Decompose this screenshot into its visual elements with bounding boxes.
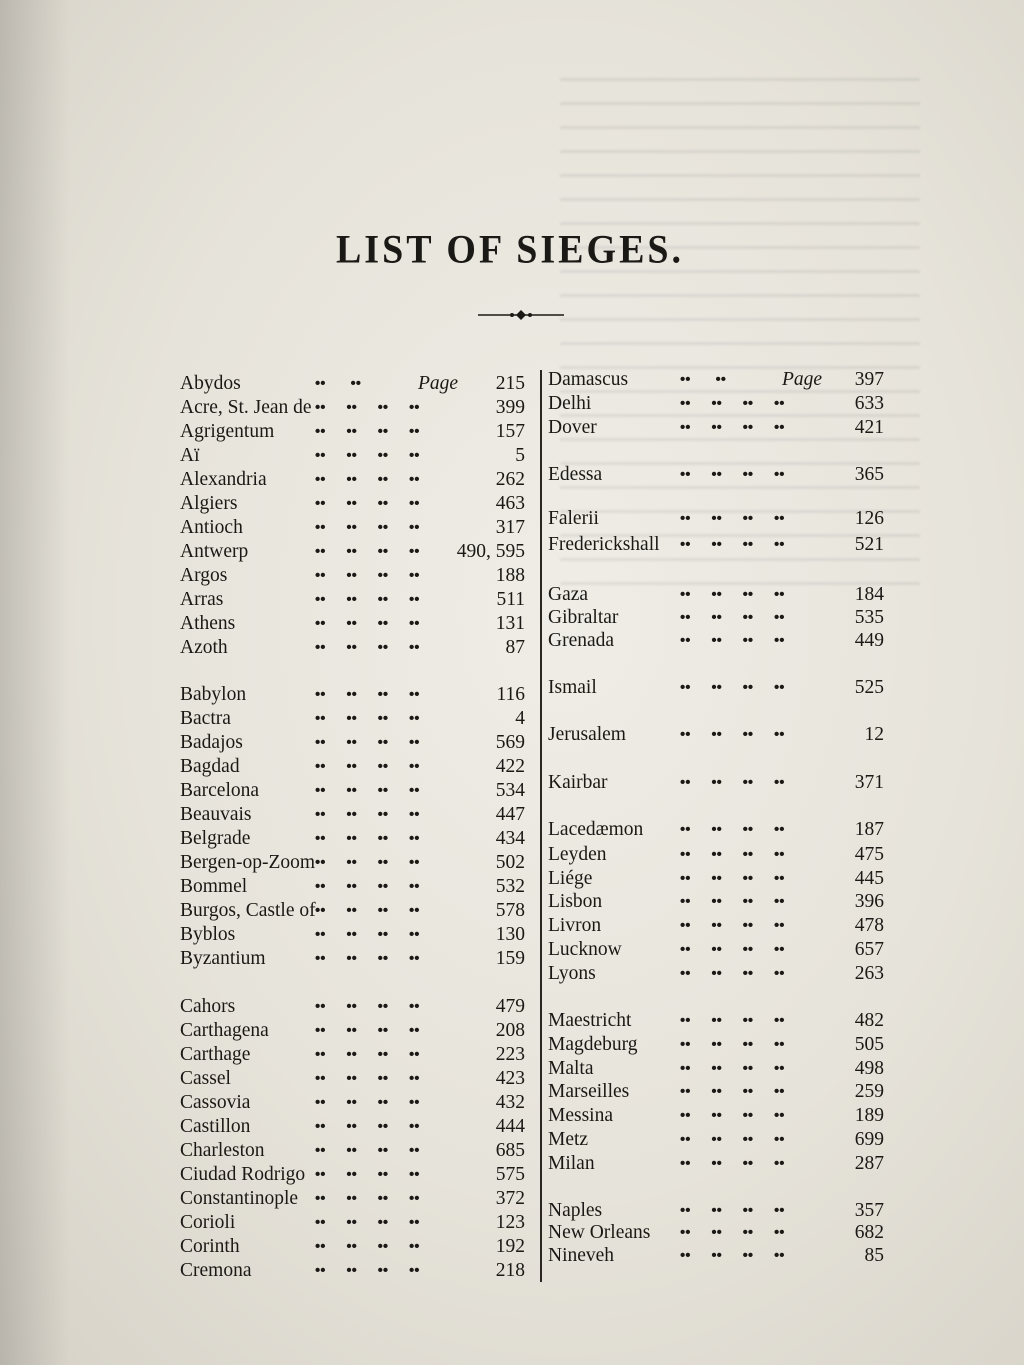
page-number: 447 xyxy=(495,804,525,825)
page-number: 262 xyxy=(495,469,525,490)
page-number: 423 xyxy=(495,1068,525,1089)
page-number: 463 xyxy=(495,493,525,514)
index-entry xyxy=(180,779,525,803)
page-number: 192 xyxy=(495,1236,525,1257)
index-entry xyxy=(548,818,884,842)
page-number: 578 xyxy=(495,900,525,921)
page-number: 187 xyxy=(854,819,884,840)
entry-name: Badajos xyxy=(180,732,243,753)
dot-leader: •• •• •• •• xyxy=(680,419,785,436)
index-entry xyxy=(180,803,525,827)
dot-leader: •• •• •• •• xyxy=(315,471,420,488)
entry-name: Corioli xyxy=(180,1212,236,1233)
entry-name: Byblos xyxy=(180,924,236,945)
index-entry xyxy=(548,583,884,607)
page-number: 188 xyxy=(495,565,525,586)
page-number: 502 xyxy=(495,852,525,873)
page-number: 685 xyxy=(495,1140,525,1161)
dot-leader: •• •• •• •• xyxy=(315,399,420,416)
entry-name: Damascus xyxy=(548,369,629,390)
index-entry xyxy=(548,1244,884,1268)
index-entry xyxy=(180,1259,525,1283)
entry-name: Ciudad Rodrigo xyxy=(180,1164,306,1185)
entry-name: Antioch xyxy=(180,517,243,538)
dot-leader: •• •• •• •• xyxy=(315,926,420,943)
index-entry xyxy=(180,851,525,875)
dot-leader: •• •• •• •• xyxy=(315,758,420,775)
index-entry xyxy=(180,1235,525,1259)
entry-name: Gaza xyxy=(548,584,589,605)
page-number: 259 xyxy=(854,1081,884,1102)
entry-name: Nineveh xyxy=(548,1245,615,1266)
entry-name: Cahors xyxy=(180,996,236,1017)
dot-leader: •• •• •• •• xyxy=(680,466,785,483)
index-entry xyxy=(548,507,884,531)
index-entry xyxy=(548,867,884,891)
index-entry xyxy=(548,1152,884,1176)
page-number: 215 xyxy=(495,373,525,394)
entry-name: Falerii xyxy=(548,508,599,529)
entry-name: Athens xyxy=(180,613,236,634)
index-entry xyxy=(548,938,884,962)
page-number: 184 xyxy=(854,584,884,605)
index-entry xyxy=(180,396,525,420)
page-number: 365 xyxy=(854,464,884,485)
dot-leader: •• •• •• •• xyxy=(680,1012,785,1029)
entry-name: Milan xyxy=(548,1153,595,1174)
page-number: 569 xyxy=(495,732,525,753)
page-number: 657 xyxy=(854,939,884,960)
entry-name: Lisbon xyxy=(548,891,603,912)
entry-name: Aï xyxy=(180,445,200,466)
dot-leader: •• •• •• •• xyxy=(315,1142,420,1159)
index-entry xyxy=(180,1211,525,1235)
index-entry xyxy=(548,1104,884,1128)
dot-leader: •• •• •• •• xyxy=(315,639,420,656)
dot-leader: •• •• •• •• xyxy=(315,1118,420,1135)
entry-name: Carthagena xyxy=(180,1020,269,1041)
entry-name: Leyden xyxy=(548,844,607,865)
page-number: 357 xyxy=(854,1200,884,1221)
page-number: 633 xyxy=(854,393,884,414)
dot-leader: •• •• •• •• xyxy=(315,902,420,919)
index-entry xyxy=(180,755,525,779)
dot-leader: •• •• •• •• xyxy=(680,941,785,958)
entry-name: Argos xyxy=(180,565,228,586)
dot-leader: •• •• •• •• xyxy=(680,821,785,838)
index-entry xyxy=(548,676,884,700)
dot-leader: •• •• •• •• xyxy=(315,806,420,823)
dot-leader: •• •• •• •• xyxy=(315,615,420,632)
entry-name: Delhi xyxy=(548,393,592,414)
dot-leader: •• •• •• •• xyxy=(315,495,420,512)
entry-name: Metz xyxy=(548,1129,589,1150)
entry-name: Constantinople xyxy=(180,1188,299,1209)
index-entry xyxy=(548,1057,884,1081)
dot-leader: •• •• •• •• xyxy=(315,734,420,751)
entry-name: Algiers xyxy=(180,493,238,514)
entry-name: Gibraltar xyxy=(548,607,619,628)
page-number: 371 xyxy=(854,772,884,793)
page-number: 445 xyxy=(854,868,884,889)
dot-leader: •• •• •• •• xyxy=(680,586,785,603)
entry-name: Byzantium xyxy=(180,948,266,969)
dot-leader: •• •• xyxy=(680,371,727,388)
page-number: 699 xyxy=(854,1129,884,1150)
entry-name: Barcelona xyxy=(180,780,260,801)
entry-name: Acre, St. Jean de xyxy=(180,397,312,418)
entry-name: Castillon xyxy=(180,1116,251,1137)
entry-name: Messina xyxy=(548,1105,613,1126)
page-number: 511 xyxy=(496,589,525,610)
entry-name: Lyons xyxy=(548,963,596,984)
entry-name: Antwerp xyxy=(180,541,249,562)
entry-name: Grenada xyxy=(548,630,615,651)
dot-leader: •• •• •• •• xyxy=(680,1202,785,1219)
dot-leader: •• •• •• •• xyxy=(680,774,785,791)
entry-name: Beauvais xyxy=(180,804,252,825)
page-number: 218 xyxy=(495,1260,525,1281)
page-number: 4 xyxy=(515,708,525,729)
dot-leader: •• •• •• •• xyxy=(680,870,785,887)
dot-leader: •• •• •• •• xyxy=(680,536,785,553)
index-entry xyxy=(180,1139,525,1163)
dot-leader: •• •• •• •• xyxy=(315,950,420,967)
page-number: 223 xyxy=(495,1044,525,1065)
page-number: 131 xyxy=(495,613,525,634)
page-number: 397 xyxy=(854,369,884,390)
dot-leader: •• •• •• •• xyxy=(315,1238,420,1255)
index-entry xyxy=(548,723,884,747)
dot-leader: •• •• •• •• xyxy=(315,1190,420,1207)
index-entry xyxy=(548,629,884,653)
entry-name: Kairbar xyxy=(548,772,608,793)
index-entry xyxy=(548,890,884,914)
page-number: 263 xyxy=(854,963,884,984)
entry-name: Malta xyxy=(548,1058,594,1079)
index-entry xyxy=(548,368,884,392)
page-number: 421 xyxy=(854,417,884,438)
dot-leader: •• •• •• •• xyxy=(315,878,420,895)
entry-name: Bergen-op-Zoom xyxy=(180,852,316,873)
index-entry xyxy=(180,372,525,396)
dot-leader: •• •• •• •• xyxy=(680,1155,785,1172)
index-entry xyxy=(180,1043,525,1067)
column-divider xyxy=(540,370,542,1282)
entry-name: Alexandria xyxy=(180,469,267,490)
page-number: 432 xyxy=(495,1092,525,1113)
entry-name: Belgrade xyxy=(180,828,251,849)
index-entry xyxy=(180,1163,525,1187)
dot-leader: •• •• •• •• xyxy=(315,1070,420,1087)
entry-name: Bommel xyxy=(180,876,248,897)
dot-leader: •• •• •• •• xyxy=(680,1036,785,1053)
index-entry xyxy=(548,1080,884,1104)
page-number: 422 xyxy=(495,756,525,777)
dot-leader: •• •• •• •• xyxy=(315,710,420,727)
page-number: 372 xyxy=(495,1188,525,1209)
page-number: 5 xyxy=(515,445,525,466)
page-number: 498 xyxy=(854,1058,884,1079)
page-number: 482 xyxy=(854,1010,884,1031)
page-number: 87 xyxy=(505,637,525,658)
entry-name: Arras xyxy=(180,589,224,610)
index-entry xyxy=(548,1033,884,1057)
entry-name: Burgos, Castle of xyxy=(180,900,316,921)
index-entry xyxy=(180,1067,525,1091)
index-entry xyxy=(548,1128,884,1152)
dot-leader: •• •• •• •• xyxy=(315,1214,420,1231)
entry-name: Bactra xyxy=(180,708,231,729)
page-number: 479 xyxy=(495,996,525,1017)
dot-leader: •• •• •• •• xyxy=(315,1094,420,1111)
page-number: 475 xyxy=(854,844,884,865)
dot-leader: •• •• •• •• xyxy=(315,447,420,464)
index-entry xyxy=(548,962,884,986)
entry-name: Marseilles xyxy=(548,1081,630,1102)
page-number: 532 xyxy=(495,876,525,897)
page-title: LIST OF SIEGES. xyxy=(335,227,685,273)
dot-leader: •• •• •• •• xyxy=(680,726,785,743)
dot-leader: •• •• •• •• xyxy=(315,1166,420,1183)
page-number: 525 xyxy=(854,677,884,698)
entry-name: Cremona xyxy=(180,1260,252,1281)
dot-leader: •• •• •• •• xyxy=(315,1022,420,1039)
entry-name: Frederickshall xyxy=(548,534,660,555)
title-ornament xyxy=(476,308,566,322)
index-entry xyxy=(180,1187,525,1211)
dot-leader: •• •• •• •• xyxy=(680,679,785,696)
index-entry xyxy=(548,1221,884,1245)
index-entry xyxy=(180,995,525,1019)
index-entry xyxy=(180,899,525,923)
dot-leader: •• •• •• •• xyxy=(315,519,420,536)
page-number: 505 xyxy=(854,1034,884,1055)
entry-name: Lacedæmon xyxy=(548,819,644,840)
page-prefix: Page xyxy=(782,369,823,390)
page-number: 534 xyxy=(495,780,525,801)
page-number: 317 xyxy=(495,517,525,538)
page-number: 208 xyxy=(495,1020,525,1041)
entry-name: Maestricht xyxy=(548,1010,632,1031)
dot-leader: •• •• •• •• xyxy=(680,917,785,934)
index-entry xyxy=(180,492,525,516)
page-number: 449 xyxy=(854,630,884,651)
page-number: 85 xyxy=(864,1245,884,1266)
page-number: 12 xyxy=(864,724,884,745)
dot-leader: •• •• •• •• xyxy=(680,1083,785,1100)
dot-leader: •• •• •• •• xyxy=(315,567,420,584)
index-entry xyxy=(180,540,525,564)
page-number: 399 xyxy=(495,397,525,418)
binding-shadow xyxy=(0,0,70,1365)
index-entry xyxy=(180,636,525,660)
dot-leader: •• •• •• •• xyxy=(315,830,420,847)
dot-leader: •• •• •• •• xyxy=(315,854,420,871)
dot-leader: •• •• xyxy=(315,375,362,392)
entry-name: Liége xyxy=(548,868,593,889)
entry-name: Corinth xyxy=(180,1236,240,1257)
entry-name: Jerusalem xyxy=(548,724,626,745)
dot-leader: •• •• •• •• xyxy=(315,591,420,608)
index-entry xyxy=(180,923,525,947)
index-entry xyxy=(180,1019,525,1043)
entry-name: Lucknow xyxy=(548,939,622,960)
index-entry xyxy=(548,914,884,938)
dot-leader: •• •• •• •• xyxy=(315,1262,420,1279)
entry-name: Cassovia xyxy=(180,1092,251,1113)
dot-leader: •• •• •• •• xyxy=(680,1107,785,1124)
entry-name: Abydos xyxy=(180,373,241,394)
index-entry xyxy=(180,468,525,492)
dot-leader: •• •• •• •• xyxy=(680,632,785,649)
page-number: 444 xyxy=(495,1116,525,1137)
index-entry xyxy=(180,947,525,971)
page-number: 157 xyxy=(495,421,525,442)
page-number: 396 xyxy=(854,891,884,912)
index-entry xyxy=(548,843,884,867)
index-entry xyxy=(180,683,525,707)
entry-name: Babylon xyxy=(180,684,247,705)
index-entry xyxy=(180,612,525,636)
page-number: 123 xyxy=(495,1212,525,1233)
dot-leader: •• •• •• •• xyxy=(680,1247,785,1264)
index-entry xyxy=(548,416,884,440)
page-number: 159 xyxy=(495,948,525,969)
entry-name: Naples xyxy=(548,1200,603,1221)
page-number: 287 xyxy=(854,1153,884,1174)
index-entry xyxy=(180,827,525,851)
page-number: 575 xyxy=(495,1164,525,1185)
index-entry xyxy=(180,1115,525,1139)
index-entry xyxy=(548,606,884,630)
page-number: 116 xyxy=(496,684,525,705)
page-number: 130 xyxy=(495,924,525,945)
entry-name: Ismail xyxy=(548,677,597,698)
dot-leader: •• •• •• •• xyxy=(680,1060,785,1077)
dot-leader: •• •• •• •• xyxy=(680,609,785,626)
page-number: 521 xyxy=(854,534,884,555)
page-number: 189 xyxy=(854,1105,884,1126)
page-prefix: Page xyxy=(418,373,459,394)
index-entry xyxy=(180,420,525,444)
index-entry xyxy=(180,444,525,468)
entry-name: Livron xyxy=(548,915,602,936)
index-entry xyxy=(180,564,525,588)
dot-leader: •• •• •• •• xyxy=(680,893,785,910)
page-number: 535 xyxy=(854,607,884,628)
page-number: 490, 595 xyxy=(456,541,525,562)
index-entry xyxy=(548,463,884,487)
dot-leader: •• •• •• •• xyxy=(315,543,420,560)
page-number: 478 xyxy=(854,915,884,936)
dot-leader: •• •• •• •• xyxy=(315,423,420,440)
index-entry xyxy=(180,588,525,612)
index-entry xyxy=(180,707,525,731)
dot-leader: •• •• •• •• xyxy=(680,846,785,863)
entry-name: Charleston xyxy=(180,1140,265,1161)
entry-name: Carthage xyxy=(180,1044,251,1065)
index-entry xyxy=(180,1091,525,1115)
index-entry xyxy=(180,731,525,755)
entry-name: Azoth xyxy=(180,637,228,658)
dot-leader: •• •• •• •• xyxy=(680,1224,785,1241)
page-number: 126 xyxy=(854,508,884,529)
dot-leader: •• •• •• •• xyxy=(680,1131,785,1148)
entry-name: New Orleans xyxy=(548,1222,651,1243)
entry-name: Dover xyxy=(548,417,597,438)
dot-leader: •• •• •• •• xyxy=(315,782,420,799)
index-entry xyxy=(180,875,525,899)
index-entry xyxy=(548,1009,884,1033)
index-entry xyxy=(548,392,884,416)
page-number: 434 xyxy=(495,828,525,849)
dot-leader: •• •• •• •• xyxy=(315,1046,420,1063)
index-entry xyxy=(180,516,525,540)
dot-leader: •• •• •• •• xyxy=(680,510,785,527)
index-entry xyxy=(548,533,884,557)
page-number: 682 xyxy=(854,1222,884,1243)
dot-leader: •• •• •• •• xyxy=(680,395,785,412)
entry-name: Bagdad xyxy=(180,756,240,777)
entry-name: Agrigentum xyxy=(180,421,275,442)
dot-leader: •• •• •• •• xyxy=(315,998,420,1015)
index-entry xyxy=(548,771,884,795)
index-entry xyxy=(548,1199,884,1223)
dot-leader: •• •• •• •• xyxy=(680,965,785,982)
entry-name: Magdeburg xyxy=(548,1034,638,1055)
dot-leader: •• •• •• •• xyxy=(315,686,420,703)
entry-name: Edessa xyxy=(548,464,603,485)
entry-name: Cassel xyxy=(180,1068,231,1089)
